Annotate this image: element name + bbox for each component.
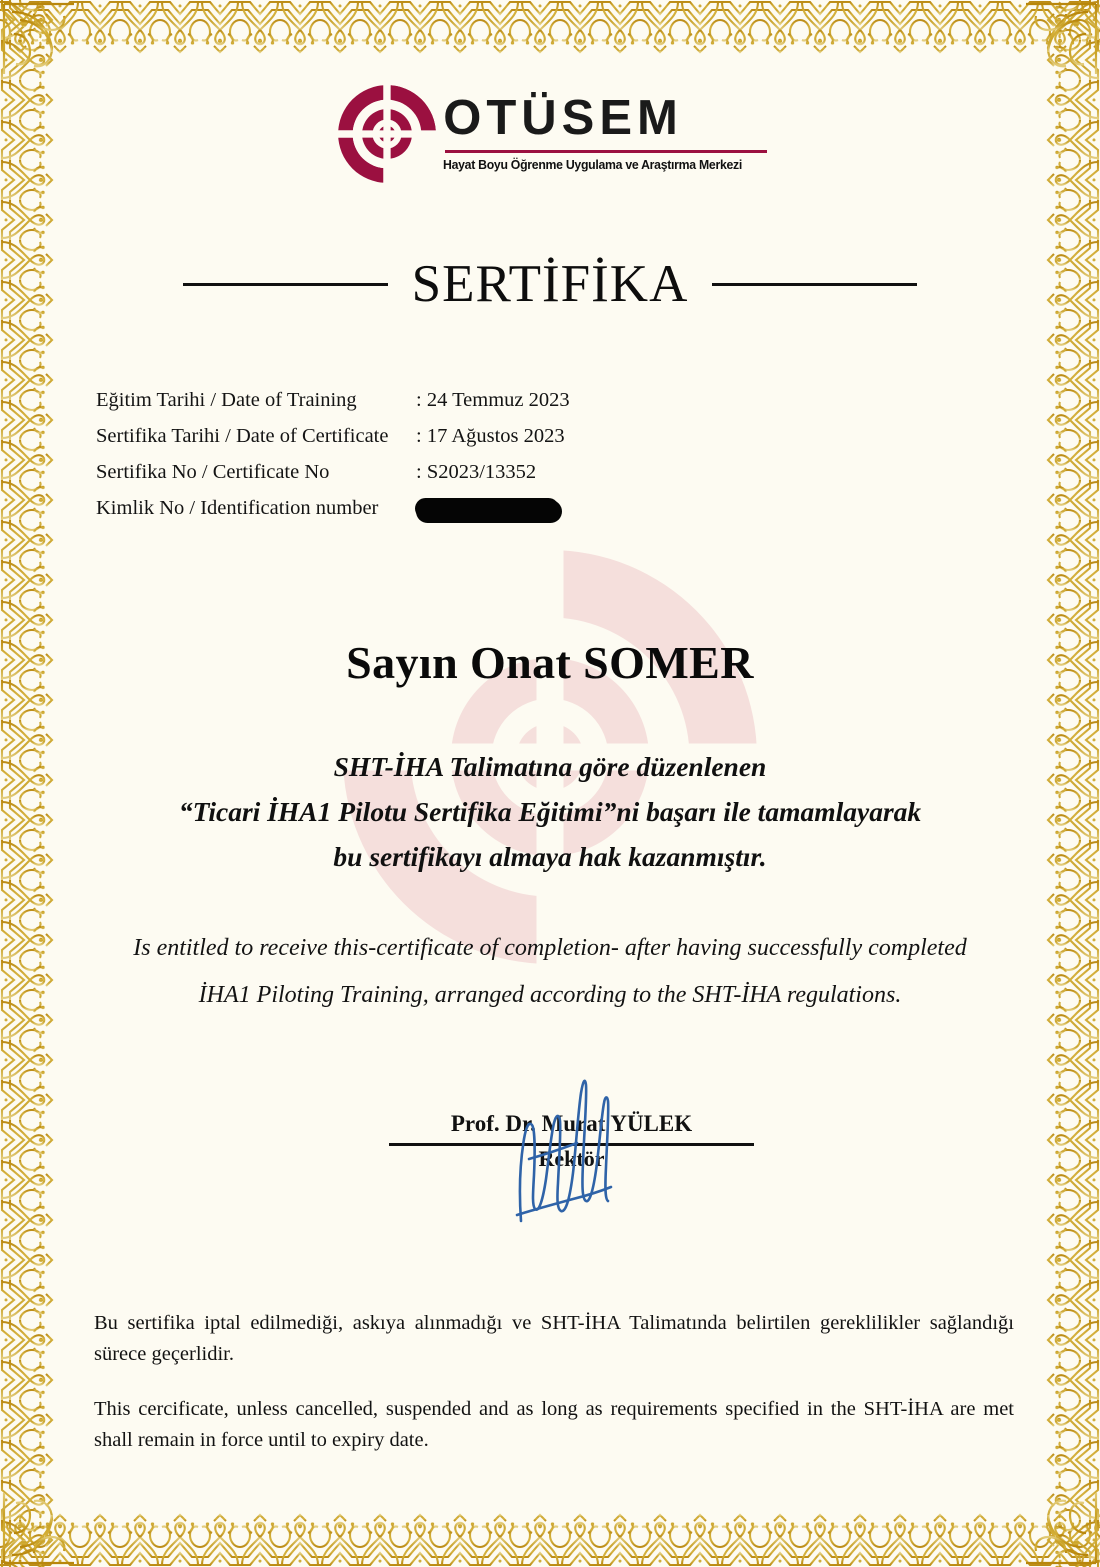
footer-paragraph-english: This cercificate, unless cancelled, suspended and as long as requirements specified in the SHT-İHA are met shall remain in force until to expiry date. — [94, 1398, 1014, 1451]
detail-label: Kimlik No / Identification number — [96, 496, 379, 519]
footer-paragraph-turkish: Bu sertifika iptal edilmediği, askıya alınmadığı ve SHT-İHA Talimatında belirtilen gereklilikler sağlandığı sürece geçerlidir. — [94, 1312, 1014, 1365]
statement-turkish-line-3: bu sertifikayı almaya hak kazanmıştır. — [333, 841, 767, 872]
logo-tagline: Hayat Boyu Öğrenme Uygulama ve Araştırma Merkezi — [443, 157, 743, 172]
statement-english-line-2: İHA1 Piloting Training, arranged according to the SHT-İHA regulations. — [198, 982, 902, 1008]
signatory-role: Rektör — [538, 1146, 605, 1171]
certificate-title-row — [0, 255, 1100, 313]
redacted-identification-number — [416, 500, 562, 523]
statement-turkish — [0, 744, 1100, 879]
statement-turkish-line-1: SHT-İHA Talimatına göre düzenlenen — [333, 751, 767, 782]
recipient-name: Sayın Onat SOMER — [346, 637, 754, 688]
logo-header — [0, 82, 1100, 186]
statement-english-line-1: Is entitled to receive this-certificate of completion- after having successfully completed — [133, 935, 967, 961]
detail-row-training-date — [96, 382, 570, 418]
signatory-name: Prof. Dr. Murat YÜLEK — [450, 1111, 693, 1136]
statement-english — [0, 925, 1100, 1019]
statement-turkish-line-2: “Ticari İHA1 Pilotu Sertifika Eğitimi”ni başarı ile tamamlayarak — [178, 796, 922, 827]
title-rule-right — [712, 283, 917, 286]
detail-value: : 17 Ağustos 2023 — [416, 424, 565, 447]
detail-label: Sertifika No / Certificate No — [96, 460, 330, 483]
logo-divider-rule — [445, 150, 767, 153]
title-rule-left — [183, 283, 388, 286]
otusem-target-logo-icon — [335, 82, 439, 186]
logo-wordmark: OTÜSEM — [443, 91, 683, 145]
signature-area — [389, 1075, 754, 1235]
detail-label: Eğitim Tarihi / Date of Training — [96, 388, 357, 411]
detail-value: : S2023/13352 — [416, 460, 537, 483]
detail-value: : 24 Temmuz 2023 — [416, 388, 570, 411]
logo-text — [443, 82, 765, 172]
detail-row-certificate-no — [96, 454, 570, 490]
detail-label: Sertifika Tarihi / Date of Certificate — [96, 424, 389, 447]
page-title: SERTİFİKA — [411, 255, 689, 313]
detail-row-identification-number — [96, 490, 570, 526]
footer-notes — [94, 1308, 1014, 1456]
certificate-details — [96, 382, 570, 526]
handwritten-signature — [499, 1063, 629, 1228]
detail-row-certificate-date — [96, 418, 570, 454]
